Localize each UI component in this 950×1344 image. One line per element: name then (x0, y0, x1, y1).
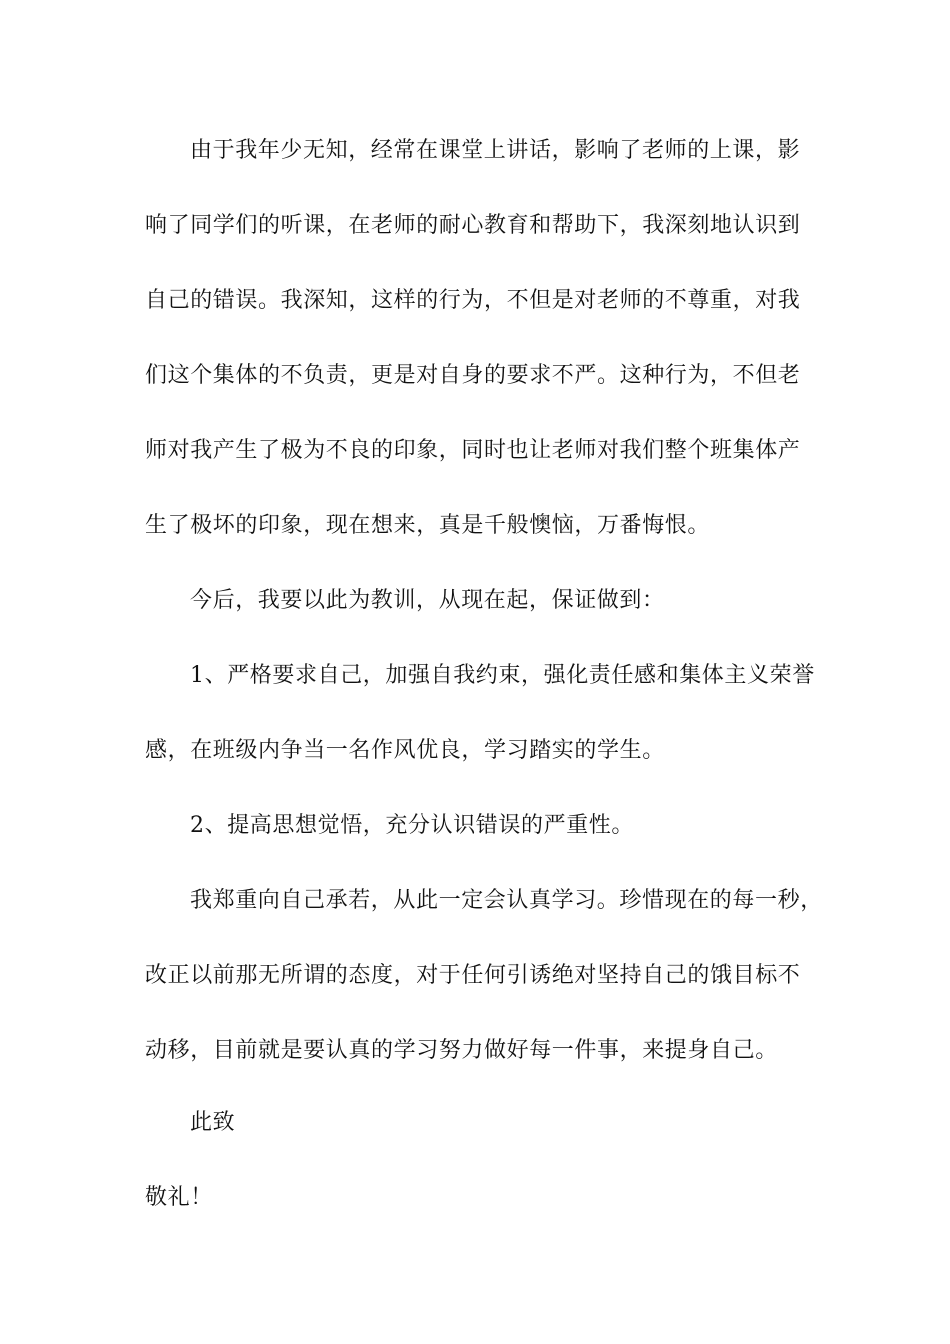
paragraph-1-line-2: 响了同学们的听课，在老师的耐心教育和帮助下，我深刻地认识到 (145, 213, 801, 238)
list-item-1-line-2: 感，在班级内争当一名作风优良，学习踏实的学生。 (145, 738, 665, 763)
paragraph-1-line-1: 由于我年少无知，经常在课堂上讲话，影响了老师的上课，影 (190, 138, 801, 163)
paragraph-3-line-1: 我郑重向自己承若，从此一定会认真学习。珍惜现在的每一秒， (190, 888, 823, 913)
list-item-2-line-1: 2、提高思想觉悟，充分认识错误的严重性。 (190, 813, 634, 838)
closing-salutation: 此致 (190, 1110, 236, 1135)
paragraph-1-line-6: 生了极坏的印象，现在想来，真是千般懊恼，万番悔恨。 (145, 513, 711, 538)
paragraph-2-line-1: 今后，我要以此为教训，从现在起，保证做到： (190, 588, 665, 613)
paragraph-3-line-2: 改正以前那无所谓的态度，对于任何引诱绝对坚持自己的饿目标不 (145, 963, 801, 988)
paragraph-1-line-3: 自己的错误。我深知，这样的行为，不但是对老师的不尊重，对我 (145, 288, 801, 313)
paragraph-1-line-5: 师对我产生了极为不良的印象，同时也让老师对我们整个班集体产 (145, 438, 801, 463)
paragraph-3-line-3: 动移，目前就是要认真的学习努力做好每一件事，来提身自己。 (145, 1038, 778, 1063)
list-item-1-line-1: 1、严格要求自己，加强自我约束，强化责任感和集体主义荣誉 (190, 663, 815, 688)
closing-regards: 敬礼！ (145, 1185, 213, 1210)
paragraph-1-line-4: 们这个集体的不负责，更是对自身的要求不严。这种行为，不但老 (145, 363, 801, 388)
